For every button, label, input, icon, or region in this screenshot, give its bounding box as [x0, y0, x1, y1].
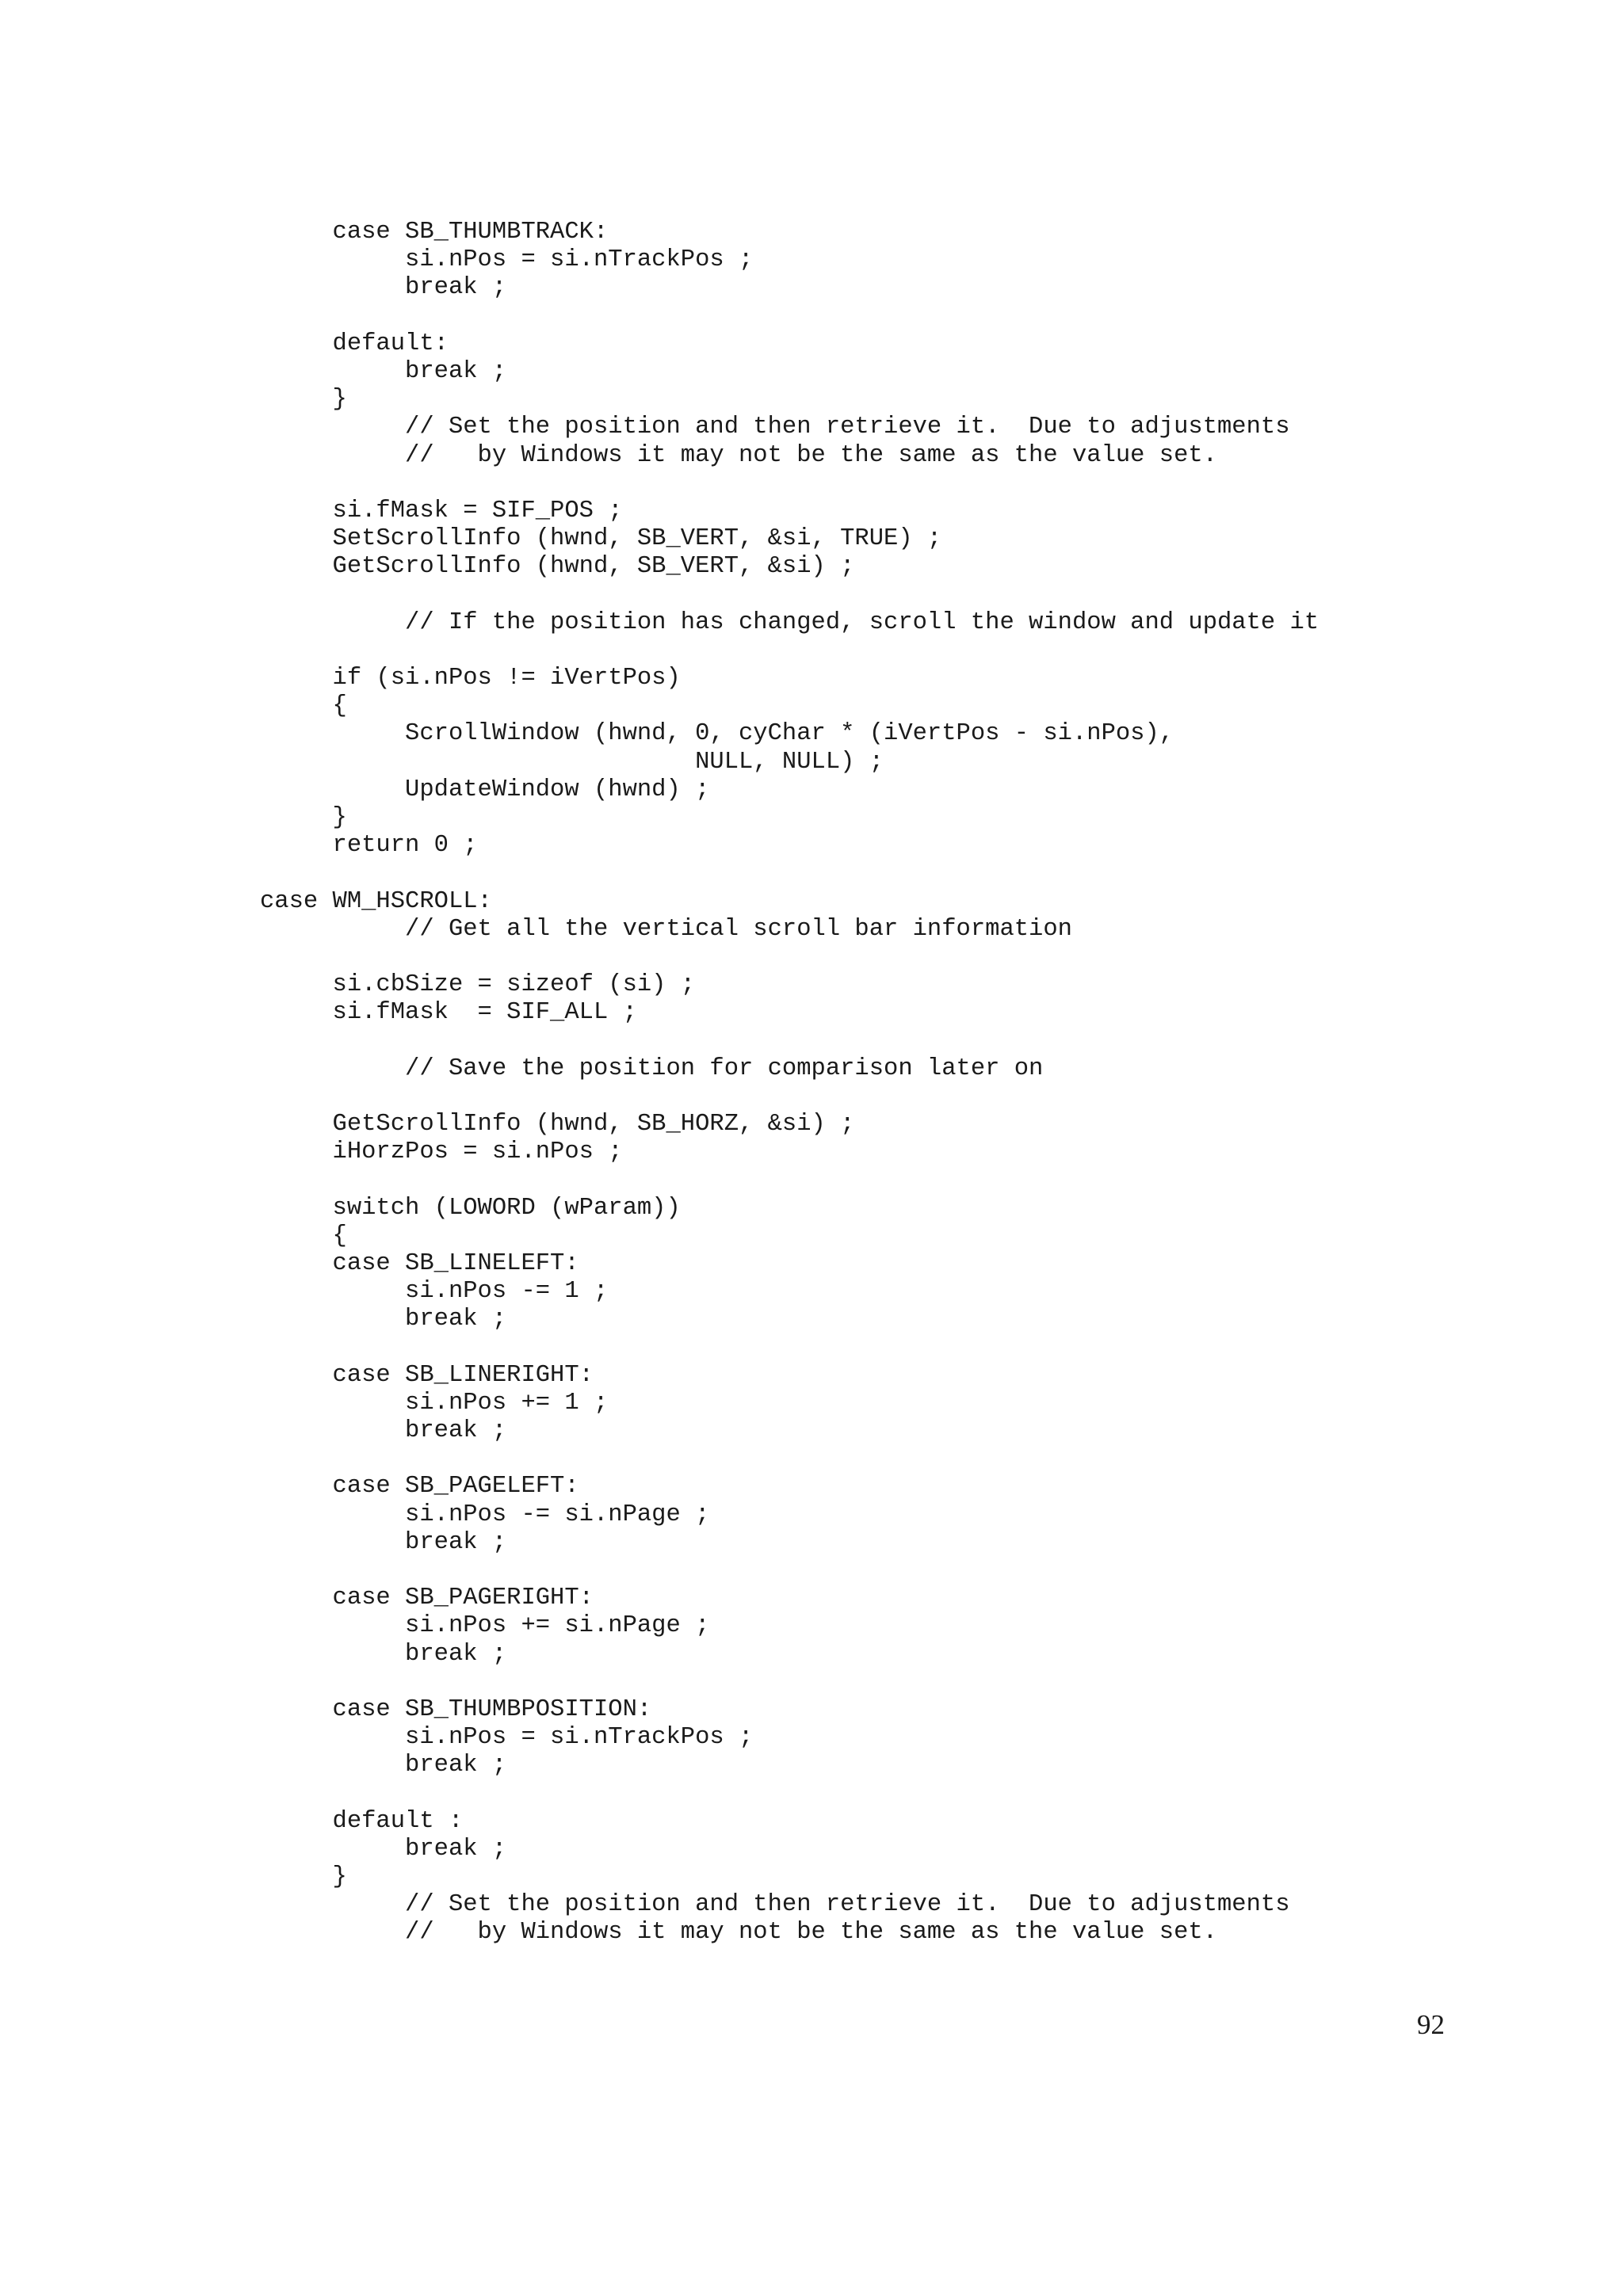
- code-line: [260, 1166, 1319, 1194]
- code-line: // by Windows it may not be the same as the value set.: [260, 441, 1217, 469]
- code-line: case SB_THUMBPOSITION:: [260, 1695, 652, 1723]
- code-line: }: [260, 1863, 347, 1891]
- code-line: [260, 1557, 1319, 1585]
- code-line: break ;: [260, 357, 507, 385]
- code-line: case SB_LINERIGHT:: [260, 1361, 594, 1389]
- code-line: // Set the position and then retrieve it. Due to adjustments: [260, 1891, 1290, 1919]
- code-line: }: [260, 386, 347, 414]
- code-line: [260, 1083, 1319, 1111]
- code-line: case SB_THUMBTRACK:: [260, 219, 609, 246]
- code-line: iHorzPos = si.nPos ;: [260, 1138, 623, 1166]
- code-line: case SB_PAGELEFT:: [260, 1473, 579, 1501]
- code-line: break ;: [260, 1528, 507, 1556]
- code-line: si.fMask = SIF_POS ;: [260, 497, 623, 524]
- code-line: default:: [260, 330, 449, 357]
- code-line: UpdateWindow (hwnd) ;: [260, 776, 710, 803]
- code-line: si.nPos = si.nTrackPos ;: [260, 1724, 754, 1752]
- code-line: default :: [260, 1807, 464, 1835]
- code-line: {: [260, 1222, 347, 1249]
- code-line: [260, 1334, 1319, 1362]
- code-line: return 0 ;: [260, 832, 478, 860]
- code-line: GetScrollInfo (hwnd, SB_HORZ, &si) ;: [260, 1111, 855, 1138]
- code-line: SetScrollInfo (hwnd, SB_VERT, &si, TRUE) ;: [260, 525, 942, 553]
- page-number: 92: [1417, 2009, 1445, 2040]
- code-line: GetScrollInfo (hwnd, SB_VERT, &si) ;: [260, 553, 855, 581]
- code-line: }: [260, 803, 347, 831]
- code-line: si.fMask = SIF_ALL ;: [260, 999, 637, 1027]
- code-line: si.nPos += si.nPage ;: [260, 1612, 710, 1640]
- code-line: break ;: [260, 1417, 507, 1445]
- code-line: [260, 1445, 1319, 1473]
- code-line: [260, 637, 1319, 665]
- code-line: case WM_HSCROLL:: [260, 887, 492, 915]
- code-line: break ;: [260, 1640, 507, 1668]
- code-line: // Save the position for comparison later on: [260, 1055, 1044, 1082]
- code-line: [260, 944, 1319, 971]
- code-line: break ;: [260, 1835, 507, 1863]
- code-line: // by Windows it may not be the same as the value set.: [260, 1919, 1217, 1947]
- code-line: {: [260, 692, 347, 720]
- code-line: if (si.nPos != iVertPos): [260, 665, 681, 692]
- code-line: [260, 1780, 1319, 1808]
- code-line: si.nPos += 1 ;: [260, 1389, 609, 1417]
- code-line: // Set the position and then retrieve it. Due to adjustments: [260, 414, 1290, 441]
- code-line: [260, 303, 1319, 330]
- code-line: // If the position has changed, scroll the window and update it: [260, 608, 1319, 636]
- code-listing: [260, 219, 1319, 1947]
- code-line: [260, 581, 1319, 608]
- code-line: // Get all the vertical scroll bar information: [260, 915, 1072, 943]
- code-line: si.cbSize = sizeof (si) ;: [260, 971, 696, 999]
- code-line: switch (LOWORD (wParam)): [260, 1194, 681, 1222]
- code-line: case SB_LINELEFT:: [260, 1249, 579, 1277]
- code-line: NULL, NULL) ;: [260, 748, 884, 776]
- code-line: ScrollWindow (hwnd, 0, cyChar * (iVertPos - si.nPos),: [260, 720, 1174, 748]
- code-line: case SB_PAGERIGHT:: [260, 1585, 594, 1612]
- code-line: [260, 470, 1319, 498]
- code-line: [260, 1027, 1319, 1055]
- code-line: break ;: [260, 1752, 507, 1779]
- code-line: break ;: [260, 1306, 507, 1333]
- code-line: break ;: [260, 274, 507, 302]
- code-line: si.nPos -= 1 ;: [260, 1278, 609, 1306]
- code-line: [260, 1669, 1319, 1696]
- code-line: si.nPos -= si.nPage ;: [260, 1501, 710, 1528]
- code-line: si.nPos = si.nTrackPos ;: [260, 246, 754, 274]
- code-line: [260, 860, 1319, 887]
